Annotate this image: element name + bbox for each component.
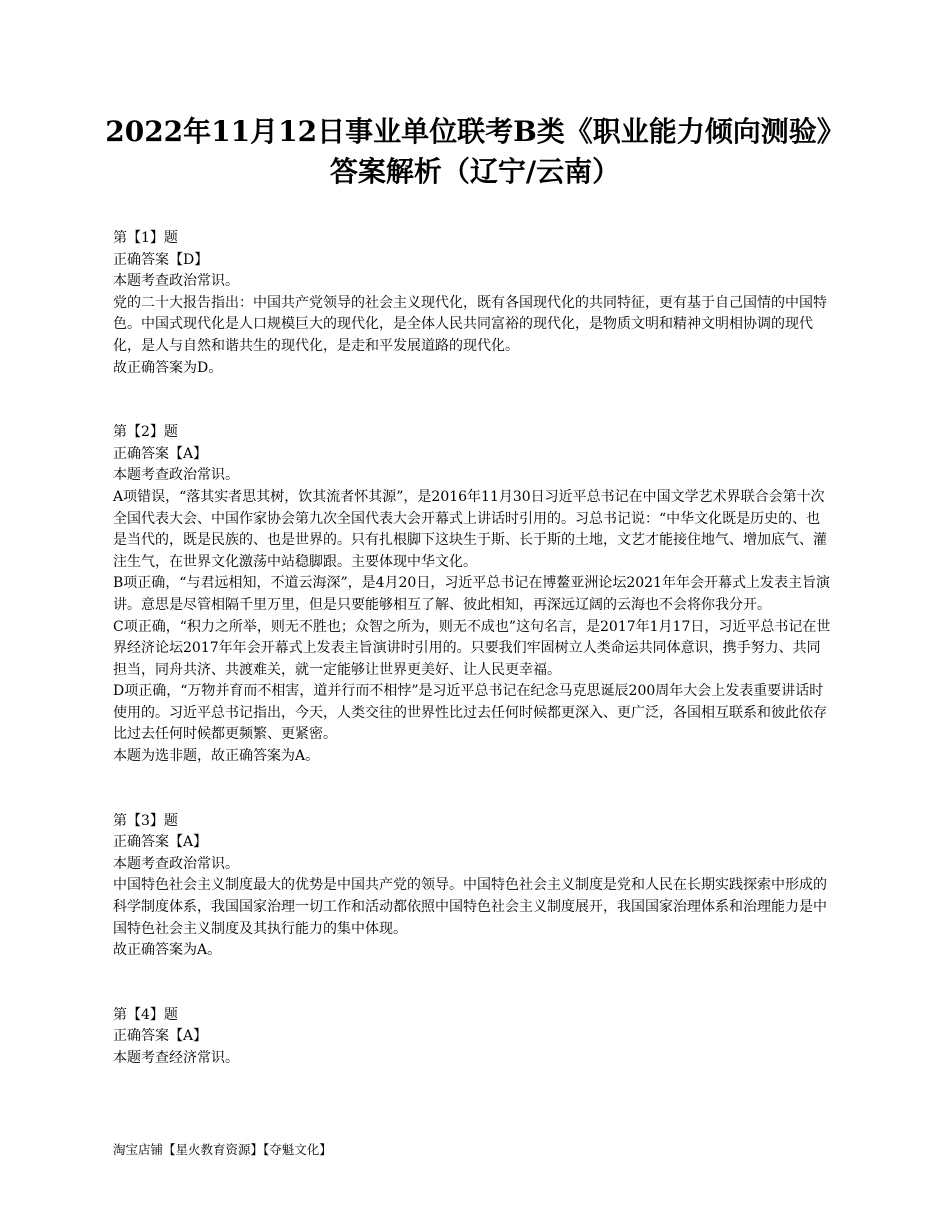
question-block <box>113 1005 833 1070</box>
conclusion: 故正确答案为A。 <box>113 942 222 959</box>
question-topic: 本题考查政治常识。 <box>113 467 239 484</box>
correct-answer: 正确答案【A】 <box>113 1028 208 1045</box>
explanation-paragraph: C项正确，“积力之所举，则无不胜也；众智之所为，则无不成也”这句名言，是2017年1月17日，习近平总书记在世界经济论坛2017年年会开幕式上发表主旨演讲时引用的。只要我们牢固树立人类命运共同体意识，携手努力、共同担当，同舟共济、共渡难关，就一定能够让世界更美好、让人民更幸福。 <box>113 618 831 678</box>
question-block <box>113 811 833 962</box>
correct-answer: 正确答案【A】 <box>113 445 208 462</box>
question-topic: 本题考查经济常识。 <box>113 1050 239 1066</box>
question-number: 第【1】题 <box>113 230 178 246</box>
question-number: 第【4】题 <box>113 1006 178 1023</box>
explanation-paragraph: A项错误，“落其实者思其树，饮其流者怀其源”，是2016年11月30日习近平总书记在中国文学艺术界联合会第十次全国代表大会、中国作家协会第九次全国代表大会开幕式上讲话时引用的。习总书记说：“中华文化既是历史的、也是当代的，既是民族的、也是世界的。只有扎根脚下这块生于斯、长于斯的土地，文艺才能接住地气、增加底气、灌注生气，在世界文化激荡中站稳脚跟。主要体现中华文化。 <box>113 488 827 570</box>
footer-shop-note: 淘宝店铺【星火教育资源】【夺魁文化】 <box>113 1142 332 1157</box>
question-topic: 本题考查政治常识。 <box>113 855 239 872</box>
question-number: 第【2】题 <box>113 424 178 441</box>
explanation-paragraph: 党的二十大报告指出：中国共产党领导的社会主义现代化，既有各国现代化的共同特征，更有基于自己国情的中国特色。中国式现代化是人口规模巨大的现代化，是全体人民共同富裕的现代化，是物质文明和精神文明相协调的现代化，是人与自然和谐共生的现代化，是走和平发展道路的现代化。 <box>113 294 827 354</box>
document-title <box>60 112 890 192</box>
explanation-paragraph: B项正确，“与君远相知，不道云海深”，是4月20日，习近平总书记在博鳌亚洲论坛2021年年会开幕式上发表主旨演讲。意思是尽管相隔千里万里，但是只要能够相互了解、彼此相知，再深远辽阔的云海也不会将你我分开。 <box>113 575 830 613</box>
question-block <box>113 228 833 379</box>
title-line-1: 2022年11月12日事业单位联考B类《职业能力倾向测验》 <box>105 115 845 148</box>
title-line-2: 答案解析（辽宁/云南） <box>329 155 621 188</box>
conclusion: 本题为选非题，故正确答案为A。 <box>113 748 320 765</box>
correct-answer: 正确答案【D】 <box>113 251 209 268</box>
question-number: 第【3】题 <box>113 812 178 829</box>
answer-content <box>113 228 833 1113</box>
question-block <box>113 422 833 768</box>
correct-answer: 正确答案【A】 <box>113 834 208 851</box>
explanation-paragraph: 中国特色社会主义制度最大的优势是中国共产党的领导。中国特色社会主义制度是党和人民在长期实践探索中形成的科学制度体系，我国国家治理一切工作和活动都依照中国特色社会主义制度展开，我国国家治理体系和治理能力是中国特色社会主义制度及其执行能力的集中体现。 <box>113 877 827 937</box>
explanation-paragraph: D项正确，“万物并育而不相害，道并行而不相悖”是习近平总书记在纪念马克思诞辰200周年大会上发表重要讲话时使用的。习近平总书记指出，今天，人类交往的世界性比过去任何时候都更深入、更广泛，各国相互联系和彼此依存比过去任何时候都更频繁、更紧密。 <box>113 683 827 743</box>
question-topic: 本题考查政治常识。 <box>113 273 239 290</box>
conclusion: 故正确答案为D。 <box>113 359 223 376</box>
